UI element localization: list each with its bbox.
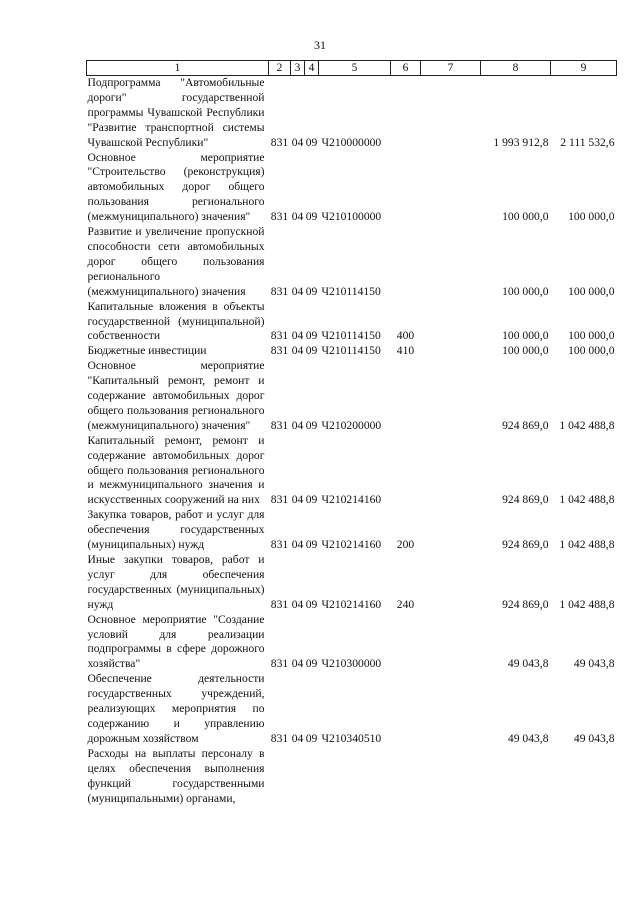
- column-7-value: [421, 613, 481, 673]
- table-row: [87, 508, 617, 553]
- amount-year-2: 49 043,8: [573, 657, 615, 671]
- amount-year-2: 1 042 488,8: [559, 418, 615, 432]
- amount-year-2: 100 000,0: [568, 329, 615, 343]
- expense-type-code: [391, 747, 421, 807]
- target-article-code: Ч210300000: [321, 657, 382, 671]
- amount-year-1: 924 869,0: [502, 597, 549, 611]
- table-row: [87, 225, 617, 300]
- section-code: 04: [291, 210, 304, 224]
- row-name: Капитальный ремонт, ремонт и содержание автомобильных дорог общего пользования регионального и межмуниципального значения и искусственных сооружений на них: [87, 433, 265, 507]
- amount-year-1: 49 043,8: [507, 657, 549, 671]
- target-article-code: Ч210214160: [321, 597, 382, 611]
- column-7-value: [421, 225, 481, 300]
- amount-year-2: 100 000,0: [568, 210, 615, 224]
- table-row: [87, 76, 617, 151]
- section-code: 04: [291, 135, 304, 149]
- row-name: Расходы на выплаты персоналу в целях обеспечения выполнения функций государственными (муниципальными) органами,: [87, 746, 265, 805]
- ministry-code: 831: [270, 657, 289, 671]
- section-code: 04: [291, 657, 304, 671]
- column-7-value: [421, 747, 481, 807]
- amount-year-2: [551, 747, 617, 807]
- amount-year-1: 924 869,0: [502, 538, 549, 552]
- target-article-code: [319, 747, 391, 807]
- amount-year-2: 49 043,8: [573, 731, 615, 745]
- target-article-code: Ч210340510: [321, 731, 382, 745]
- amount-year-1: 100 000,0: [502, 284, 549, 298]
- amount-year-1: 924 869,0: [502, 418, 549, 432]
- target-article-code: Ч210114150: [321, 329, 381, 343]
- page-number: 31: [314, 38, 326, 52]
- expense-type-code: 200: [396, 538, 415, 552]
- column-7-value: [421, 434, 481, 509]
- subsection-code: 09: [305, 344, 318, 358]
- column-7-value: [421, 359, 481, 434]
- subsection-code: 09: [305, 493, 318, 507]
- row-name: Капитальные вложения в объекты государственной (муниципальной) собственности: [87, 299, 265, 343]
- ministry-code: 831: [270, 493, 289, 507]
- subsection-code: 09: [305, 538, 318, 552]
- column-header: 1: [87, 61, 269, 76]
- section-code: 04: [291, 493, 304, 507]
- ministry-code: 831: [270, 284, 289, 298]
- table-row: [87, 359, 617, 434]
- amount-year-1: 100 000,0: [502, 210, 549, 224]
- section-code: 04: [291, 418, 304, 432]
- ministry-code: 831: [270, 210, 289, 224]
- table-row: [87, 613, 617, 673]
- amount-year-2: 100 000,0: [568, 284, 615, 298]
- amount-year-2: 1 042 488,8: [559, 538, 615, 552]
- amount-year-1: 49 043,8: [507, 731, 549, 745]
- section-code: 04: [291, 597, 304, 611]
- subsection-code: 09: [305, 329, 318, 343]
- amount-year-1: [481, 747, 551, 807]
- column-header: 3: [291, 61, 305, 76]
- column-7-value: [421, 672, 481, 747]
- amount-year-1: 100 000,0: [502, 344, 549, 358]
- subsection-code: 09: [305, 597, 318, 611]
- expense-type-code: [391, 151, 421, 226]
- ministry-code: 831: [270, 135, 289, 149]
- table-body: [87, 76, 617, 807]
- amount-year-2: 1 042 488,8: [559, 597, 615, 611]
- amount-year-2: 100 000,0: [568, 344, 615, 358]
- section-code: 04: [291, 538, 304, 552]
- column-header: 5: [319, 61, 391, 76]
- target-article-code: Ч210000000: [321, 135, 382, 149]
- target-article-code: Ч210214160: [321, 493, 382, 507]
- column-header: 4: [305, 61, 319, 76]
- ministry-code: 831: [270, 597, 289, 611]
- expense-type-code: [391, 359, 421, 434]
- section-code: 04: [291, 329, 304, 343]
- column-header: 2: [269, 61, 291, 76]
- expense-type-code: [391, 225, 421, 300]
- target-article-code: Ч210214160: [321, 538, 382, 552]
- table-row: [87, 672, 617, 747]
- subsection-code: 09: [305, 418, 318, 432]
- row-name: Основное мероприятие "Создание условий для реализации подпрограммы в сфере дорожного хозяйства": [87, 612, 265, 671]
- amount-year-1: 100 000,0: [502, 329, 549, 343]
- ministry-code: 831: [270, 418, 289, 432]
- expense-type-code: [391, 672, 421, 747]
- column-header: 6: [391, 61, 421, 76]
- subsection-code: 09: [305, 135, 318, 149]
- budget-table: [86, 60, 617, 806]
- table-row: [87, 553, 617, 613]
- subsection-code: 09: [305, 210, 318, 224]
- expense-type-code: [391, 434, 421, 509]
- section-code: [291, 747, 305, 807]
- section-code: 04: [291, 344, 304, 358]
- expense-type-code: [391, 613, 421, 673]
- target-article-code: Ч210200000: [321, 418, 382, 432]
- column-header: 8: [481, 61, 551, 76]
- column-header: 9: [551, 61, 617, 76]
- column-7-value: [421, 344, 481, 359]
- table-row: [87, 434, 617, 509]
- expense-type-code: [391, 76, 421, 151]
- amount-year-2: 1 042 488,8: [559, 493, 615, 507]
- expense-type-code: 410: [396, 344, 415, 358]
- expense-type-code: 240: [396, 597, 415, 611]
- table-row: [87, 344, 617, 359]
- row-name: Обеспечение деятельности государственных учреждений, реализующих мероприятия по содержанию и управлению дорожным хозяйством: [87, 672, 265, 745]
- ministry-code: 831: [270, 329, 289, 343]
- row-name: Подпрограмма "Автомобильные дороги" государственной программы Чувашской Республики "Развитие транспортной системы Чувашской Республики": [87, 76, 265, 149]
- target-article-code: Ч210100000: [321, 210, 382, 224]
- row-name: Бюджетные инвестиции: [87, 344, 207, 358]
- subsection-code: [305, 747, 319, 807]
- expense-type-code: 400: [396, 329, 415, 343]
- subsection-code: 09: [305, 657, 318, 671]
- amount-year-1: 924 869,0: [502, 493, 549, 507]
- section-code: 04: [291, 731, 304, 745]
- row-name: Закупка товаров, работ и услуг для обеспечения государственных (муниципальных) нужд: [87, 508, 265, 552]
- column-7-value: [421, 553, 481, 613]
- table-row: [87, 300, 617, 345]
- ministry-code: 831: [270, 731, 289, 745]
- subsection-code: 09: [305, 731, 318, 745]
- row-name: Основное мероприятие "Строительство (реконструкция) автомобильных дорог общего пользования регионального (межмуниципального) значения": [87, 150, 265, 224]
- row-name: Основное мероприятие "Капитальный ремонт, ремонт и содержание автомобильных дорог общего пользования регионального (межмуниципального) значения": [87, 359, 265, 432]
- ministry-code: 831: [270, 538, 289, 552]
- subsection-code: 09: [305, 284, 318, 298]
- amount-year-1: 1 993 912,8: [493, 135, 549, 149]
- target-article-code: Ч210114150: [321, 344, 381, 358]
- target-article-code: Ч210114150: [321, 284, 381, 298]
- row-name: Иные закупки товаров, работ и услуг для обеспечения государственных (муниципальных) нужд: [87, 553, 265, 611]
- section-code: 04: [291, 284, 304, 298]
- column-7-value: [421, 300, 481, 345]
- column-7-value: [421, 508, 481, 553]
- table-row: [87, 747, 617, 807]
- column-number-row: [87, 61, 617, 76]
- amount-year-2: 2 111 532,6: [560, 135, 615, 149]
- table-row: [87, 151, 617, 226]
- column-7-value: [421, 76, 481, 151]
- row-name: Развитие и увеличение пропускной способности сети автомобильных дорог общего пользования регионального (межмуниципального) значения: [87, 225, 265, 298]
- ministry-code: [269, 747, 291, 807]
- ministry-code: 831: [270, 344, 289, 358]
- column-header: 7: [421, 61, 481, 76]
- column-7-value: [421, 151, 481, 226]
